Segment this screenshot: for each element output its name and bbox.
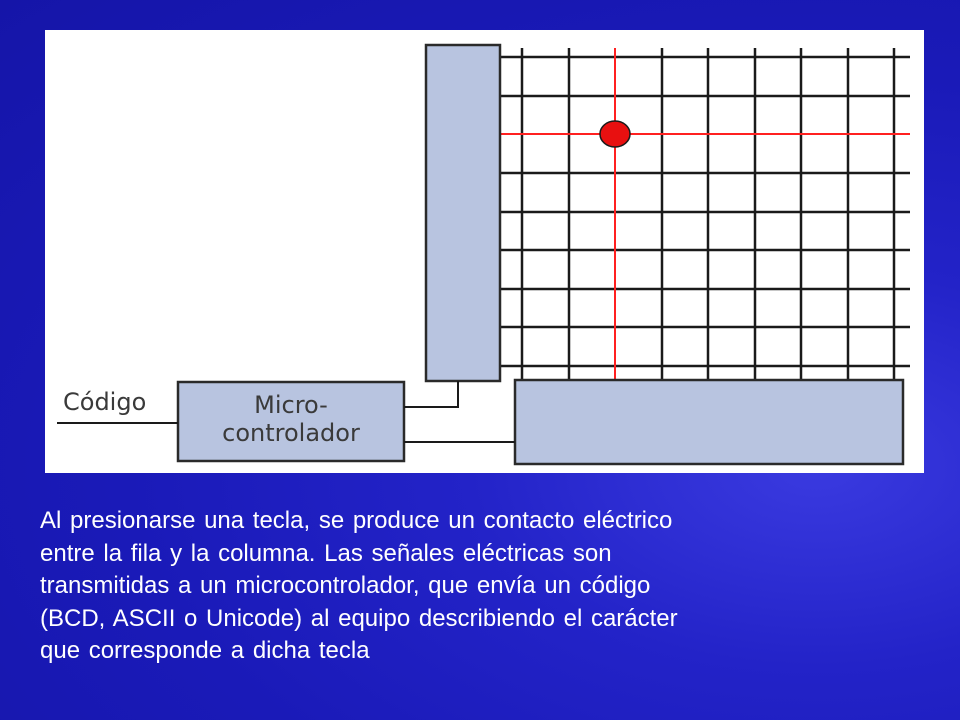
matrix-columns (522, 48, 894, 382)
code-output-label: Código (63, 388, 147, 416)
caption-line: transmitidas a un microcontrolador, que envía un código (40, 572, 651, 599)
row-driver-connector (404, 381, 458, 407)
row-driver-box (426, 45, 500, 381)
keyboard-matrix-diagram (45, 30, 924, 473)
slide-caption (40, 505, 930, 668)
pressed-key-dot (600, 121, 630, 147)
caption-line: Al presionarse una tecla, se produce un contacto eléctrico (40, 507, 673, 534)
microcontroller-label-line1: Micro- (254, 391, 328, 419)
caption-line: (BCD, ASCII o Unicode) al equipo describiendo el carácter (40, 604, 678, 632)
diagram-panel (45, 30, 924, 473)
microcontroller-label-line2: controlador (222, 419, 360, 447)
caption-line: entre la fila y la columna. Las señales eléctricas son (40, 539, 612, 567)
caption-line: que corresponde a dicha tecla (40, 637, 370, 664)
column-reader-box (515, 380, 903, 464)
